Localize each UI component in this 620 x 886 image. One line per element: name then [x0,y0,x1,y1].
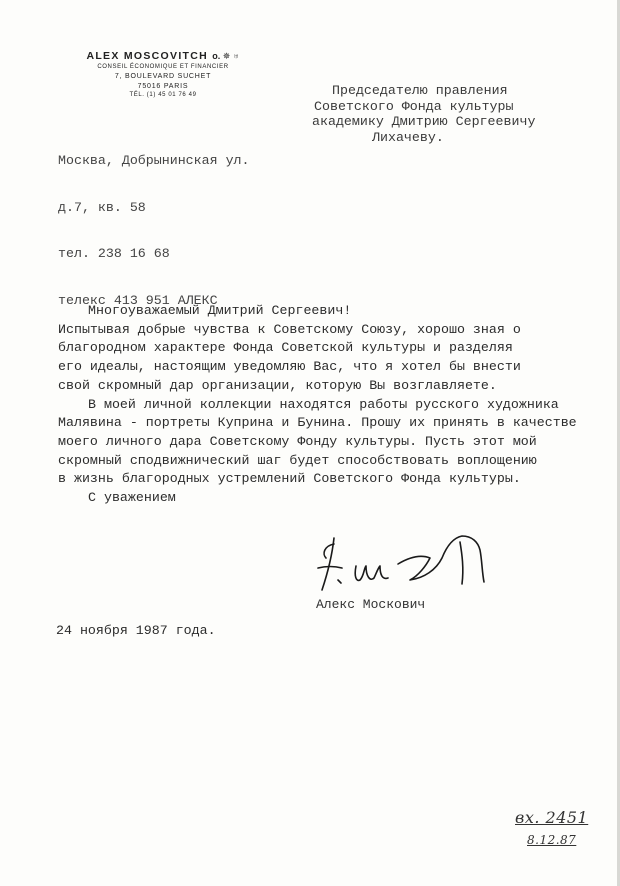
body-line: Испытывая добрые чувства к Советскому Союзу, хорошо зная о [58,321,521,337]
letterhead-street: 7, BOULEVARD SUCHET [114,73,212,80]
body-line: благородном характере Фонда Советской культуры и разделяя [58,340,513,356]
letterhead-name-line [58,50,268,62]
body-line: скромный сподвижнический шаг будет способствовать воплощению [58,452,537,468]
recipient-block [312,83,562,145]
closing: С уважением [88,490,176,506]
handwritten-signature [312,528,502,596]
body-line: В моей личной коллекции находятся работы русского художника [88,396,559,412]
signer-name: Алекс Москович [316,597,426,612]
letterhead-subtitle: CONSEIL ÉCONOMIQUE ET FINANCIER [97,64,229,70]
letter-date: 24 ноября 1987 года. [56,623,216,638]
body-line: моего личного дара Советскому Фонду культуры. Пусть этот мой [58,433,537,449]
salutation: Многоуважаемый Дмитрий Сергеевич! [88,303,352,318]
letterhead-city: 75016 PARIS [137,83,189,90]
registration-date: 8.12.87 [527,833,577,847]
recipient-line: академику Дмитрию Сергеевичу [312,114,536,129]
sender-address-line: телекс 413 951 АЛЕКС [58,292,218,308]
sender-address-line: тел. 238 16 68 [58,246,170,261]
recipient-line: Советского Фонда культуры [314,98,514,114]
recipient-line: Лихачеву. [372,129,444,145]
letterhead-order-marks: o. ✵ ♅ [212,51,240,61]
body-line: Малявина - портреты Куприна и Бунина. Прошу их принять в качестве [58,415,577,431]
body-line: свой скромный дар организации, которую Вы возглавляете. [58,377,497,393]
registration-stamp [515,808,588,847]
registration-number: вх. 2451 [515,808,589,827]
sender-address-line: Москва, Добрынинская ул. [58,153,250,168]
letterhead [58,50,268,98]
letterhead-phone: TÉL. (1) 45 01 76 49 [129,92,197,98]
letterhead-name: ALEX MOSCOVITCH [86,50,209,62]
letter-body [58,302,577,508]
sender-address-line: д.7, кв. 58 [58,199,146,215]
recipient-line: Председателю правления [332,83,508,98]
body-line: в жизнь благородных устремлений Советского Фонда культуры. [58,471,521,487]
body-line: его идеалы, настоящим уведомляю Вас, что я хотел бы внести [58,359,521,375]
